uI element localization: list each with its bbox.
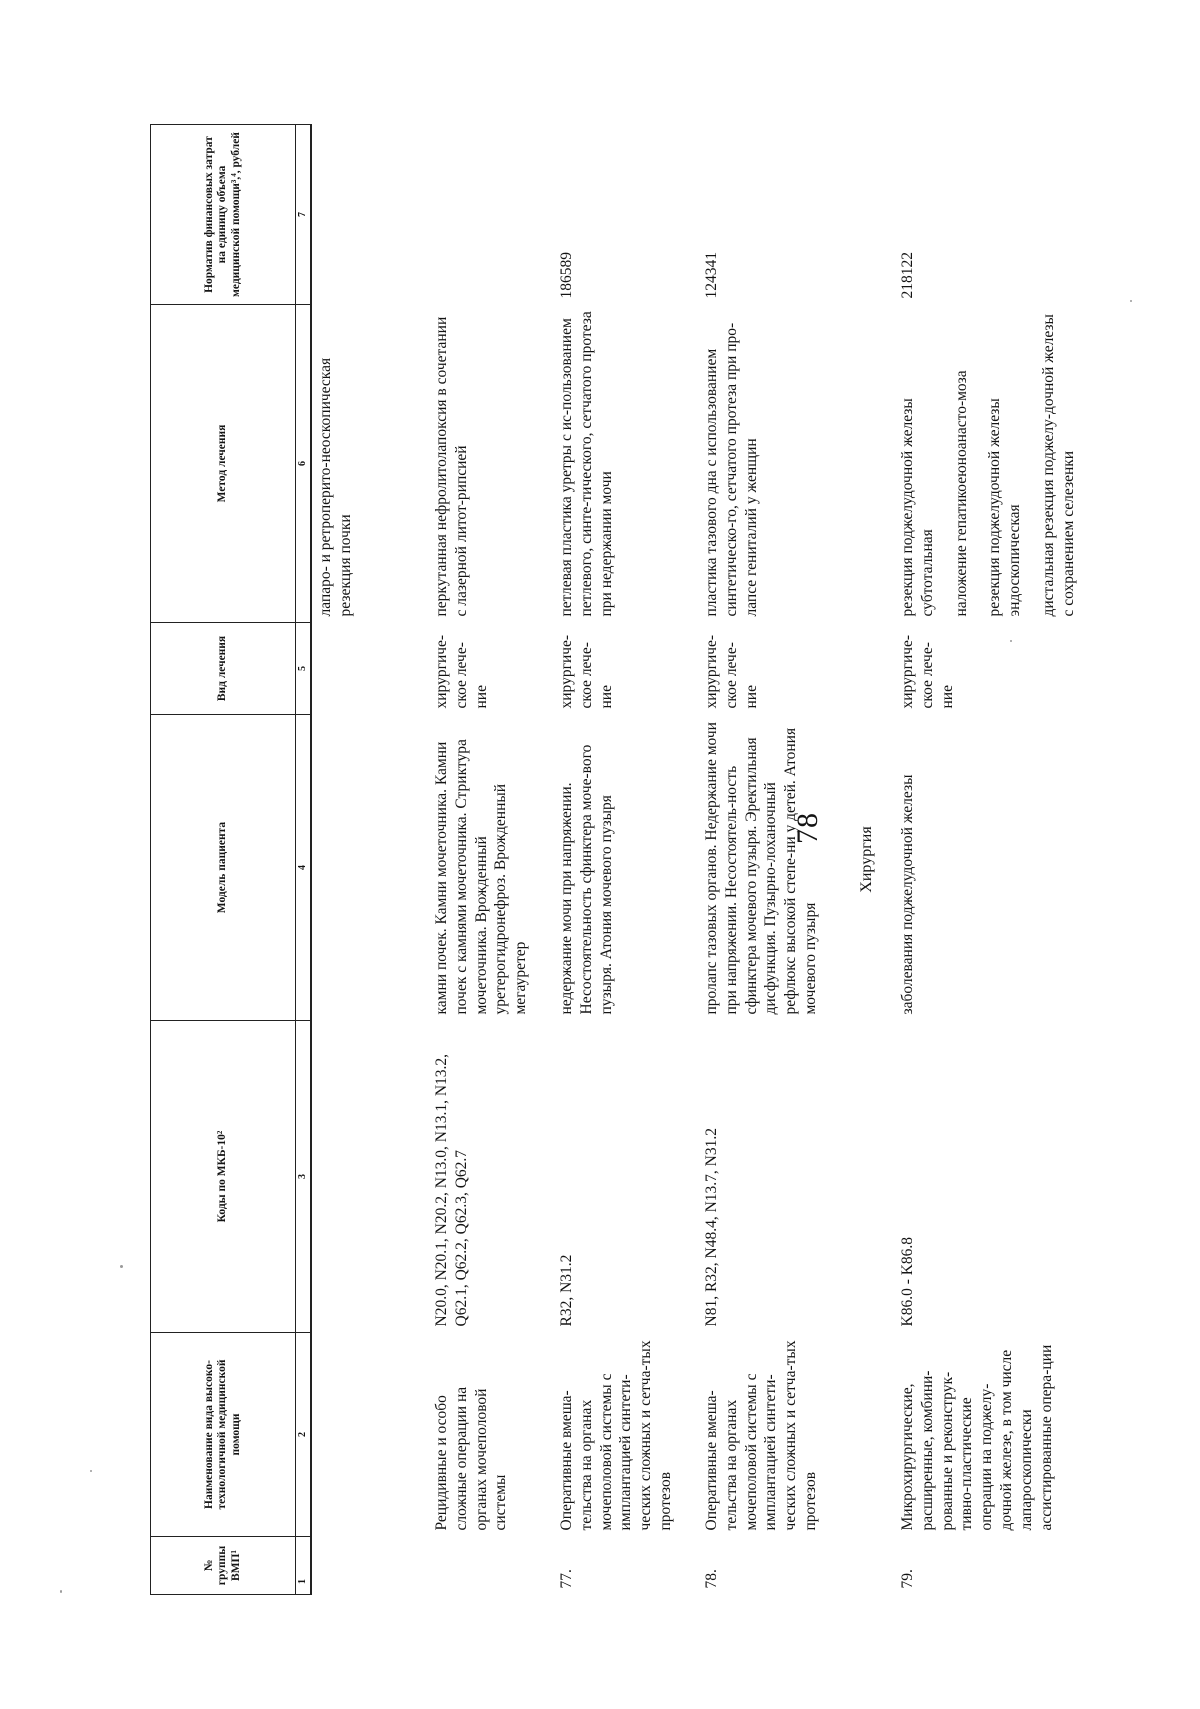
treatment-type-cell: хирургиче-ское лече-ние [899,634,956,709]
treatment-type-cell: хирургиче-ское лече-ние [703,634,760,709]
section-row [853,125,892,1595]
method-cell [692,305,853,623]
method-cell [547,305,692,623]
cost-cell: 124341 [703,252,720,299]
method-item: перкутанная нефролитолапоксия в сочетании с лазерной литот-рипсией [433,316,470,617]
patient-model-cell: пролапс тазовых органов. Недержание мочи при напряжении. Несостоятель-ность сфинктера мочевого пузыря. Эректильная дисфункция. Пузырно-лоханочный рефлюкс высокой степе-ни у детей. Атония мочевого пузыря [703,722,820,1015]
page-number: 78 [791,812,824,844]
table-row [692,125,853,1595]
header-group-number: № группы ВМП¹ [151,1537,296,1595]
method-item: резекция поджелудочной железы субтотальная [899,398,936,617]
column-number: 1 [296,1537,312,1595]
method-cell: лапаро- и ретроперито-неоскопическая резекция почки [317,357,354,617]
cost-cell [424,125,547,305]
care-type-cell: Оперативные вмеша-тельства на органах мочеполовой системы с имплантацией синтети-ческих сложных и сетча-тых протезов [558,1340,675,1531]
table-row [424,125,547,1595]
scan-speck [60,1590,62,1593]
column-number: 5 [296,623,312,715]
group-number-cell: 78. [703,1569,720,1589]
group-number-cell: 77. [558,1569,575,1589]
method-item: резекция поджелудочной железы эндоскопическая [986,398,1024,617]
section-title: Хирургия [858,826,875,893]
icd-codes-cell: N20.0, N20.1, N20.2, N13.0, N13.1, N13.2, Q62.1, Q62.2, Q62.3, Q62.7 [433,1053,470,1327]
header-care-type: Наименование вида высоко-технологичной медицинской помощи [151,1333,296,1537]
group-number-cell [424,1537,547,1595]
care-type-cell: Микрохирургические, расширенные, комбини-рованные и реконструк-тивно-пластические операции на поджелу-дочной железе, в том числе лапароскопически ассистированные опера-ции [899,1344,1055,1531]
method-item: дистальная резекция поджелу-дочной железы с сохранением селезенки [1040,314,1077,617]
header-cost-standard: Норматив финансовых затрат на единицу объема медицинской помощи³,⁴, рублей [151,125,296,305]
cost-cell: 186589 [558,252,575,299]
column-number: 7 [296,125,312,305]
icd-codes-cell: K86.0 - K86.8 [899,1236,916,1327]
scan-speck [90,1470,92,1472]
table-header [151,125,312,1595]
method-item: пластика тазового дна с использованием синтетическо-го, сетчатого протеза при про-лапсе гениталий у женщин [703,322,760,617]
table-row [311,125,424,1595]
group-number-cell: 79. [899,1569,916,1589]
patient-model-cell: недержание мочи при напряжении. Несостоятельность сфинктера моче-вого пузыря. Атония мочевого пузыря [558,744,615,1015]
care-type-cell: Оперативные вмеша-тельства на органах мочеполовой системы с имплантацией синтети-ческих сложных и сетча-тых протезов [703,1340,820,1531]
scan-speck [120,1265,123,1268]
header-treatment-type: Вид лечения [151,623,296,715]
header-icd-codes: Коды по МКБ-10² [151,1021,296,1333]
method-item: наложение гепатикоеюноанасто-моза [952,370,970,617]
column-number: 4 [296,715,312,1021]
column-number: 3 [296,1021,312,1333]
table-body [311,125,1111,1595]
column-number: 2 [296,1333,312,1537]
patient-model-cell: камни почек. Камни мочеточника. Камни почек с камнями мочеточника. Стриктура мочеточника. Врожденный уретерогидронефроз. Врожденный мегауретер [433,739,530,1015]
patient-model-cell: заболевания поджелудочной железы [899,774,916,1015]
rotated-table-wrapper [150,125,1077,1595]
method-item: петлевая пластика уретры с ис-пользованием петлевого, синте-тического, сетчатого протеза при недержании мочи [558,311,615,617]
header-patient-model: Модель пациента [151,715,296,1021]
method-cell [892,305,1111,623]
header-treatment-method: Метод лечения [151,305,296,623]
table-row [547,125,692,1595]
icd-codes-cell: N81, R32, N48.4, N13.7, N31.2 [703,1128,720,1327]
icd-codes-cell: R32, N31.2 [558,1254,575,1327]
method-cell [424,305,547,623]
scan-speck [1130,300,1132,302]
column-number: 6 [296,305,312,623]
care-type-cell: Рецидивные и особо сложные операции на органах мочеполовой системы [433,1386,510,1531]
cost-cell: 218122 [899,252,916,299]
treatment-type-cell: хирургиче-ское лече-ние [558,634,615,709]
treatment-type-cell: хирургиче-ское лече-ние [433,634,490,709]
vmp-table [150,124,1111,1595]
table-row [892,125,1111,1595]
